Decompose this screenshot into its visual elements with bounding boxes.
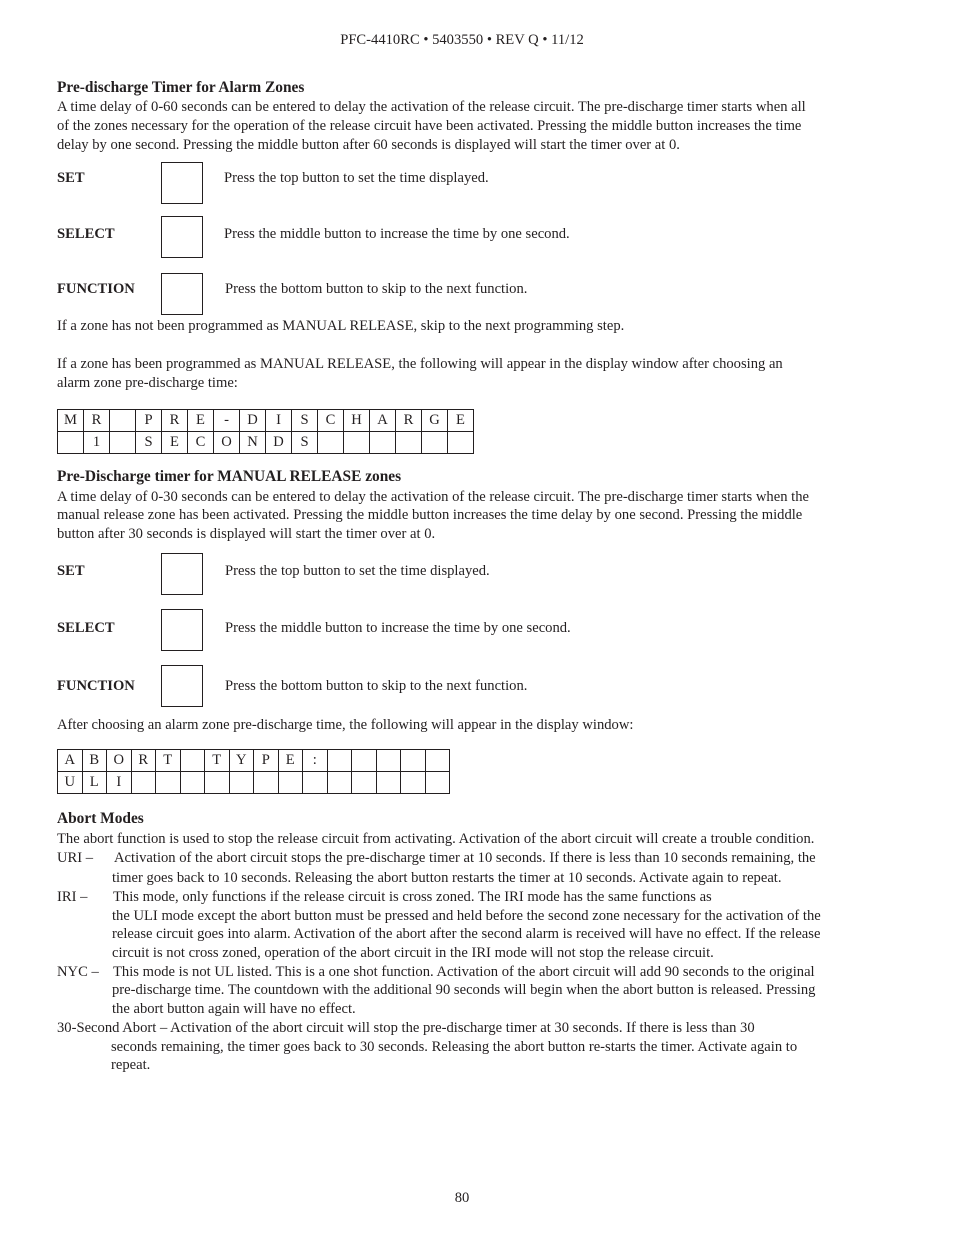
thirty-second-abort-line: repeat. [111,1057,151,1073]
iri-text-line: circuit is not cross zoned, operation of the abort circuit in the IRI mode will not stop the release circuit. [112,945,714,961]
document-header: PFC-4410RC • 5403550 • REV Q • 11/12 [340,32,584,48]
display-cell: S [292,410,318,432]
display-cell: E [278,750,303,772]
display-cell: 1 [84,432,110,454]
nyc-text-line: This mode is not UL listed. This is a one shot function. Activation of the abort circuit will add 90 seconds to the original [113,964,815,980]
display-cell [254,772,279,794]
display-cell: R [396,410,422,432]
display-cell: O [107,750,132,772]
display-row [58,772,450,794]
display-cell [156,772,181,794]
nyc-text-line: the abort button again will have no effect. [112,1001,356,1017]
display-cell [327,750,352,772]
select-description: Press the middle button to increase the time by one second. [224,226,570,242]
page-number: 80 [454,1190,470,1206]
display-cell [425,750,450,772]
set-button-box [161,553,203,595]
display-cell [180,750,205,772]
display-cell: A [58,750,83,772]
display-cell: G [422,410,448,432]
display-cell [376,772,401,794]
nyc-tag: NYC – [57,964,99,980]
function-label: FUNCTION [57,281,135,297]
display-cell: E [162,432,188,454]
display-cell: S [136,432,162,454]
display-cell: N [240,432,266,454]
display-cell: U [58,772,83,794]
set-description: Press the top button to set the time displayed. [225,563,490,579]
display-cell: R [162,410,188,432]
function-button-box [161,665,203,707]
display-cell: P [254,750,279,772]
display-cell [401,772,426,794]
display-cell [205,772,230,794]
display-cell [448,432,474,454]
display-cell: C [318,410,344,432]
function-description: Press the bottom button to skip to the next function. [225,678,528,694]
display-cell: B [82,750,107,772]
display-cell: I [107,772,132,794]
select-label: SELECT [57,620,115,636]
function-button-box [161,273,203,315]
set-description: Press the top button to set the time displayed. [224,170,489,186]
display-cell: S [292,432,318,454]
display-cell [370,432,396,454]
uri-text-line: timer goes back to 10 seconds. Releasing the abort button restarts the timer at 10 seconds. Activate again to repeat. [112,870,782,886]
display-cell [425,772,450,794]
display-cell: R [131,750,156,772]
display-cell [303,772,328,794]
select-button-box [161,609,203,651]
thirty-second-abort-line: 30-Second Abort – Activation of the abort circuit will stop the pre-discharge timer at 30 seconds. If there is less than 30 [57,1020,755,1036]
note-manual-release-skip: If a zone has not been programmed as MANUAL RELEASE, skip to the next programming step. [57,318,625,334]
display-cell [352,750,377,772]
set-label: SET [57,170,85,186]
iri-text-line: the ULI mode except the abort button must be pressed and held before the second zone necessary for the activation of the [112,908,821,924]
section-heading-alarm-zones: Pre-discharge Timer for Alarm Zones [57,79,305,96]
display-cell [131,772,156,794]
display-window-mr-predischarge [57,409,474,454]
note-manual-release-line: alarm zone pre-discharge time: [57,375,238,391]
display-cell [327,772,352,794]
note-after-choosing: After choosing an alarm zone pre-discharge time, the following will appear in the display window: [57,717,634,733]
iri-tag: IRI – [57,889,88,905]
iri-text-line: release circuit goes into alarm. Activation of the abort after the second alarm is received will have no effect. If the release [112,926,821,942]
display-cell [352,772,377,794]
display-cell [58,432,84,454]
display-cell: C [188,432,214,454]
iri-text-line: This mode, only functions if the release circuit is cross zoned. The IRI mode has the same functions as [113,889,712,905]
display-cell: I [266,410,292,432]
display-cell [180,772,205,794]
display-cell [344,432,370,454]
display-cell [229,772,254,794]
paragraph-line: manual release zone has been activated. Pressing the middle button increases the time delay by one second. Pressing the middle [57,507,803,523]
select-description: Press the middle button to increase the time by one second. [225,620,571,636]
paragraph-line: A time delay of 0-60 seconds can be entered to delay the activation of the release circuit. The pre-discharge timer starts when all [57,99,806,115]
display-cell [278,772,303,794]
display-cell: E [448,410,474,432]
display-window-abort-type [57,749,450,794]
uri-tag: URI – [57,850,94,866]
display-cell [401,750,426,772]
select-label: SELECT [57,226,115,242]
display-cell: L [82,772,107,794]
display-cell [110,410,136,432]
display-cell [422,432,448,454]
display-row [58,432,474,454]
display-cell: D [240,410,266,432]
display-cell: P [136,410,162,432]
display-cell [110,432,136,454]
display-cell: Y [229,750,254,772]
thirty-second-abort-line: seconds remaining, the timer goes back to 30 seconds. Releasing the abort button re-starts the timer. Activate again to [111,1039,798,1055]
paragraph-line: A time delay of 0-30 seconds can be entered to delay the activation of the release circuit. The pre-discharge timer starts when the [57,489,809,505]
display-cell: - [214,410,240,432]
set-label: SET [57,563,85,579]
select-button-box [161,216,203,258]
uri-text-line: Activation of the abort circuit stops the pre-discharge timer at 10 seconds. If there is less than 10 seconds remaining, the [114,850,816,866]
display-cell: E [188,410,214,432]
set-button-box [161,162,203,204]
display-cell [376,750,401,772]
display-cell: R [84,410,110,432]
display-cell: : [303,750,328,772]
display-row [58,750,450,772]
paragraph-line: delay by one second. Pressing the middle button after 60 seconds is displayed will start the timer over at 0. [57,137,680,153]
note-manual-release-line: If a zone has been programmed as MANUAL RELEASE, the following will appear in the display window after choosing an [57,356,783,372]
display-cell: H [344,410,370,432]
display-cell: O [214,432,240,454]
display-cell: T [205,750,230,772]
nyc-text-line: pre-discharge time. The countdown with the additional 90 seconds will begin when the abort button is released. Pressing [112,982,816,998]
paragraph-line: of the zones necessary for the operation of the release circuit have been activated. Pressing the middle button increases the time [57,118,802,134]
function-label: FUNCTION [57,678,135,694]
display-cell: D [266,432,292,454]
display-cell: M [58,410,84,432]
display-row [58,410,474,432]
display-cell: T [156,750,181,772]
abort-intro: The abort function is used to stop the release circuit from activating. Activation of the abort circuit will create a trouble condition. [57,831,815,847]
section-heading-abort-modes: Abort Modes [57,810,144,827]
display-cell [318,432,344,454]
paragraph-line: button after 30 seconds is displayed will start the timer over at 0. [57,526,436,542]
section-heading-manual-release: Pre-Discharge timer for MANUAL RELEASE zones [57,468,402,485]
display-cell [396,432,422,454]
display-cell: A [370,410,396,432]
function-description: Press the bottom button to skip to the next function. [225,281,528,297]
